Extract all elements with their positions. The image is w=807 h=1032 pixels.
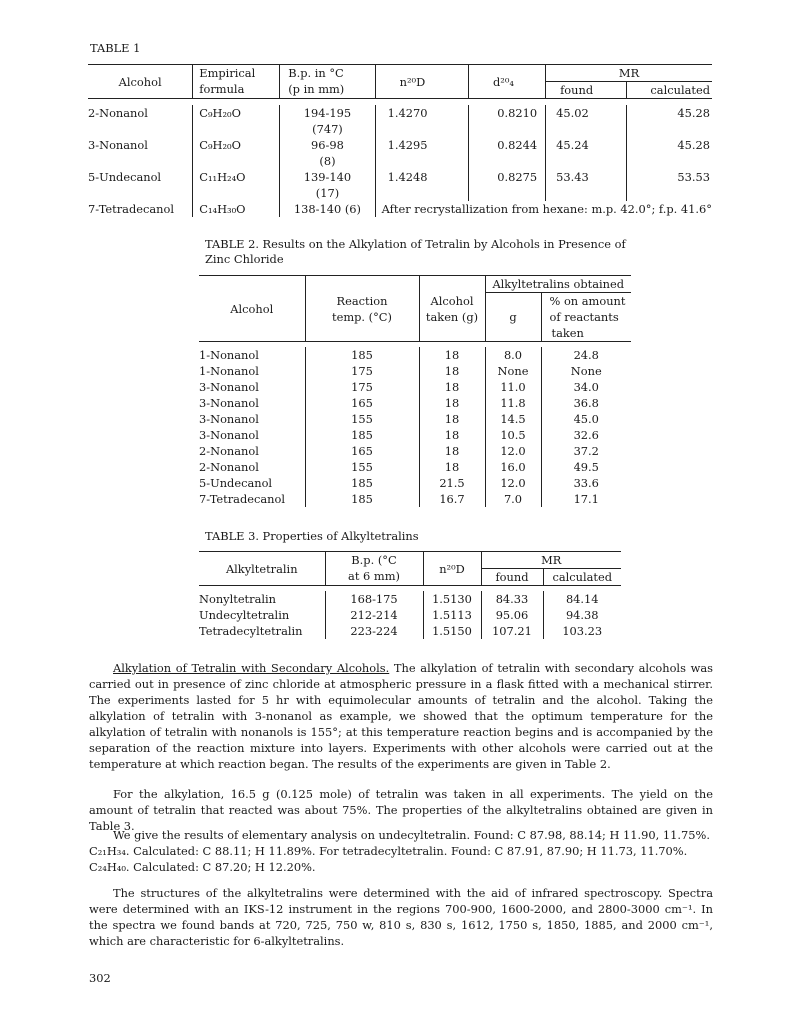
t2-h-g: g <box>485 293 541 342</box>
table-cell: 36.8 <box>541 395 631 411</box>
table-cell: 16.0 <box>485 459 541 475</box>
table2 <box>199 275 631 507</box>
t3-h-calculated: calculated <box>543 569 621 586</box>
paragraph-spectra: The structures of the alkyltetralins were determined with the aid of infrared spectroscopy. Spectra were determined with an IKS-12 instrument in the regions 700-900, 1600-2000, and 2800-3000 cm⁻¹. In the spectra we found bands at 720, 725, 750 w, 810 s, 830 s, 1612, 1750 s, 1850, 1885, and 2000 cm⁻¹, which are characteristic for 6-alkyltetralins. <box>89 886 713 948</box>
table-cell: 212-214 <box>325 607 423 623</box>
paragraph-analysis-3: C₂₄H₄₀. Calculated: C 87.20; H 12.20%. <box>89 860 316 874</box>
table-cell: 7-Tetradecanol <box>199 492 285 506</box>
table-cell: 16.7 <box>419 491 485 507</box>
table-cell: 37.2 <box>541 443 631 459</box>
table-cell: 175 <box>305 379 419 395</box>
table-row <box>199 347 631 363</box>
table-cell: 18 <box>419 379 485 395</box>
table-cell: 18 <box>419 347 485 363</box>
table-cell: 11.0 <box>485 379 541 395</box>
table-row <box>199 379 631 395</box>
table-cell: 33.6 <box>541 475 631 491</box>
table-cell: 17.1 <box>541 491 631 507</box>
paragraph-heading: Alkylation of Tetralin with Secondary Alcohols. <box>113 661 390 675</box>
table3 <box>199 551 621 639</box>
table-cell: 18 <box>419 363 485 379</box>
table-row <box>199 395 631 411</box>
table3-caption: TABLE 3. Properties of Alkyltetralins <box>205 529 419 543</box>
table-cell: Undecyltetralin <box>199 608 290 622</box>
table-cell: 1.5150 <box>423 623 481 639</box>
table-row <box>199 443 631 459</box>
table-cell: 95.06 <box>481 607 543 623</box>
t2-h-alcohol: Alcohol <box>230 301 274 316</box>
table-cell: None <box>485 363 541 379</box>
t1-h-mr: MR <box>546 65 712 82</box>
table-cell: 3-Nonanol <box>199 396 259 410</box>
table-cell: 185 <box>305 475 419 491</box>
table-cell: 223-224 <box>325 623 423 639</box>
table1 <box>88 64 712 217</box>
table-cell: 168-175 <box>325 591 423 607</box>
table-cell: 49.5 <box>541 459 631 475</box>
paragraph-alkylation: Alkylation of Tetralin with Secondary Alcohols. The alkylation of tetralin with secondary alcohols was carried out in presence of zinc chloride at atmospheric pressure in a flask fitted with a mechanical stirrer. The experiments lasted for 5 hr with equimolecular amounts of tetralin and the alcohol. Taking the alkylation of tetralin with 3-nonanol as example, we showed that the optimum temperature for the alkylation of tetralin with nonanols is 155°; at this temperature reaction begins and is accompanied by the separation of the reaction mixture into layers. Experiments with other alcohols were carried out at the temperature at which reaction began. The results of the experiments are given in Table 2. <box>89 661 713 771</box>
table-cell: 5-Undecanol <box>199 476 273 490</box>
table1-caption: TABLE 1 <box>90 41 141 55</box>
t1-h-found: found <box>546 82 627 99</box>
table-cell: 3-Nonanol <box>199 428 259 442</box>
t1-h-d: d²⁰₄ <box>468 65 545 99</box>
t3-h-bp: B.p. (°C at 6 mm) <box>325 552 423 586</box>
t1-h-calculated: calculated <box>627 82 712 99</box>
table-cell: 11.8 <box>485 395 541 411</box>
table-row <box>199 491 631 507</box>
table-row <box>199 591 621 607</box>
table-cell: 18 <box>419 443 485 459</box>
t1-note: After recrystallization from hexane: m.p. 42.0°; f.p. 41.6° <box>375 201 712 217</box>
table-cell: 165 <box>305 395 419 411</box>
table-cell: 18 <box>419 459 485 475</box>
table-cell: 7.0 <box>485 491 541 507</box>
table-cell: 185 <box>305 491 419 507</box>
t1-h-nd: n²⁰D <box>375 65 468 99</box>
t2-h-pct: % on amount of reactants taken <box>541 293 631 342</box>
table-cell: 165 <box>305 443 419 459</box>
table-cell: None <box>541 363 631 379</box>
table-row <box>199 607 621 623</box>
table-cell: 155 <box>305 411 419 427</box>
table-cell: 18 <box>419 427 485 443</box>
table-cell: 12.0 <box>485 475 541 491</box>
table-cell: 18 <box>419 411 485 427</box>
table-cell: 34.0 <box>541 379 631 395</box>
table-cell: 94.38 <box>543 607 621 623</box>
table-cell: 1-Nonanol <box>199 364 259 378</box>
t3-h-nd: n²⁰D <box>423 552 481 586</box>
table-row <box>199 459 631 475</box>
table-cell: 84.14 <box>543 591 621 607</box>
table-cell: 1-Nonanol <box>199 348 259 362</box>
table-cell: 18 <box>419 395 485 411</box>
table-cell: Nonyltetralin <box>199 592 276 606</box>
paragraph-yield: For the alkylation, 16.5 g (0.125 mole) of tetralin was taken in all experiments. The yield on the amount of tetralin that reacted was about 75%. The properties of the alkyltetralins obtained are given in Table 3. <box>89 787 713 833</box>
table-cell: 12.0 <box>485 443 541 459</box>
paragraph-analysis-2: C₂₁H₃₄. Calculated: C 88.11; H 11.89%. For tetradecyltetralin. Found: C 87.91, 87.90; H 11.73, 11.70%. <box>89 844 688 858</box>
page-number: 302 <box>89 971 111 985</box>
table-row <box>199 475 631 491</box>
table-row: 3-Nonanol C₉H₂₀O 96-98 (8) 1.4295 0.8244 45.24 45.28 <box>88 138 710 168</box>
table-cell: 24.8 <box>541 347 631 363</box>
table-row: 5-Undecanol C₁₁H₂₄O 139-140 (17) 1.4248 0.8275 53.43 53.53 <box>88 170 710 200</box>
t3-h-mr: MR <box>481 552 621 569</box>
table-cell: 14.5 <box>485 411 541 427</box>
table-cell: 185 <box>305 347 419 363</box>
table-cell: 107.21 <box>481 623 543 639</box>
table-row <box>199 411 631 427</box>
table-row: 2-Nonanol C₉H₂₀O 194-195 (747) 1.4270 0.8210 45.02 45.28 <box>88 106 710 136</box>
t3-h-name: Alkyltetralin <box>225 561 298 576</box>
table-cell: 185 <box>305 427 419 443</box>
paragraph-analysis: We give the results of elementary analysis on undecyltetralin. Found: C 87.98, 88.14; H 11.90, 11.75%. <box>113 828 710 842</box>
table-cell: 21.5 <box>419 475 485 491</box>
table-cell: 1.5113 <box>423 607 481 623</box>
table-row <box>199 363 631 379</box>
table-cell: 3-Nonanol <box>199 380 259 394</box>
table-cell: 32.6 <box>541 427 631 443</box>
t1-h-bp: B.p. in °C (p in mm) <box>280 65 375 99</box>
t2-h-temp: Reaction temp. (°C) <box>305 276 419 342</box>
table-cell: 10.5 <box>485 427 541 443</box>
table-cell: Tetradecyltetralin <box>199 624 303 638</box>
table-row <box>199 427 631 443</box>
table-cell: 155 <box>305 459 419 475</box>
table-cell: 1.5130 <box>423 591 481 607</box>
t2-h-obtained: Alkyltetralins obtained <box>485 276 631 293</box>
table-row: 7-Tetradecanol C₁₄H₃₀O 138-140 (6) After recrystallization from hexane: m.p. 42.0°; f.p. 41.6° <box>88 202 712 216</box>
table-cell: 103.23 <box>543 623 621 639</box>
table-cell: 45.0 <box>541 411 631 427</box>
table-cell: 8.0 <box>485 347 541 363</box>
t1-h-formula: Empirical formula <box>193 65 280 99</box>
t2-h-taken: Alcohol taken (g) <box>419 276 485 342</box>
table2-caption: TABLE 2. Results on the Alkylation of Tetralin by Alcohols in Presence of Zinc Chloride <box>205 237 626 266</box>
table-cell: 2-Nonanol <box>199 444 259 458</box>
t3-h-found: found <box>481 569 543 586</box>
table-cell: 2-Nonanol <box>199 460 259 474</box>
table-cell: 3-Nonanol <box>199 412 259 426</box>
t1-h-alcohol: Alcohol <box>118 74 162 89</box>
table-cell: 175 <box>305 363 419 379</box>
table-cell: 84.33 <box>481 591 543 607</box>
table-row <box>199 623 621 639</box>
